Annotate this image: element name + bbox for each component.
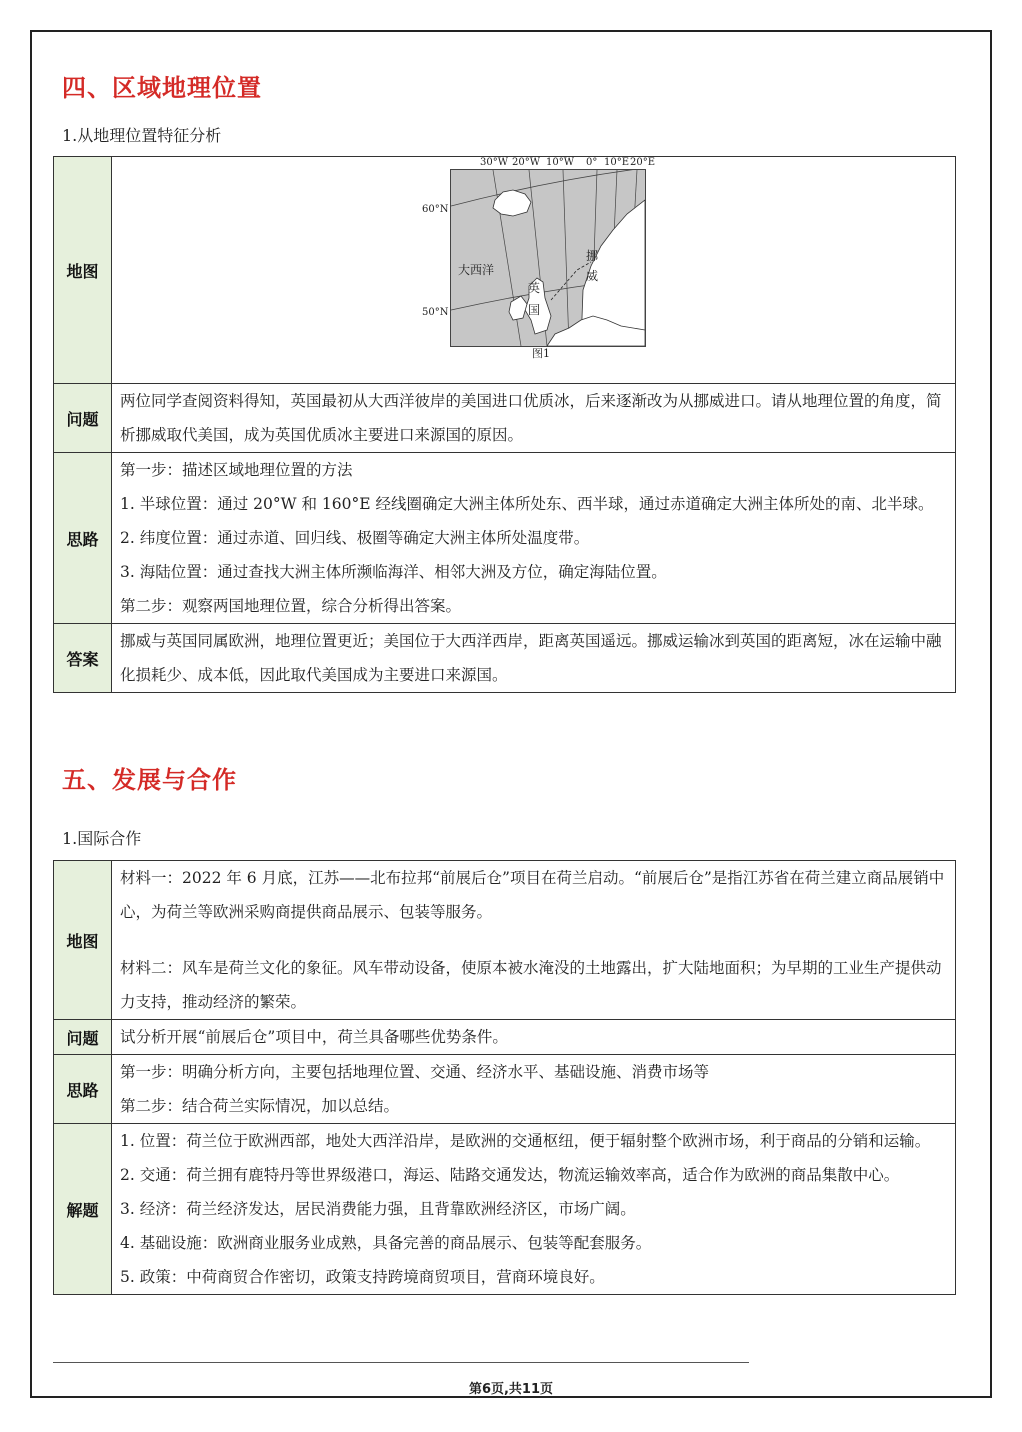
map-label-uk: 英 xyxy=(528,281,541,295)
table-row xyxy=(54,1055,956,1124)
approach-cell xyxy=(112,1055,956,1124)
cooperation-table xyxy=(53,860,956,1295)
map-graphic xyxy=(451,170,645,346)
lon-label: 20°E xyxy=(630,157,656,168)
row-label-map: 地图 xyxy=(54,157,112,384)
approach-line: 第二步：观察两国地理位置，综合分析得出答案。 xyxy=(120,597,462,615)
approach-cell xyxy=(112,453,956,624)
section-heading-location: 四、区域地理位置 xyxy=(62,74,262,102)
map-label-uk: 国 xyxy=(528,303,541,317)
map-label-atlantic: 大西洋 xyxy=(458,263,495,277)
material-one: 材料一：2022 年 6 月底，江苏——北布拉邦“前展后仓”项目在荷兰启动。“前展后仓”是指江苏省在荷兰建立商品展销中心，为荷兰等欧洲采购商提供商品展示、包装等服务。 xyxy=(120,869,945,921)
materials-cell xyxy=(112,861,956,1020)
solution-line: 3. 经济：荷兰经济发达，居民消费能力强，且背靠欧洲经济区，市场广阔。 xyxy=(120,1200,636,1218)
solution-line: 2. 交通：荷兰拥有鹿特丹等世界级港口，海运、陆路交通发达，物流运输效率高，适合作为欧洲的商品集散中心。 xyxy=(120,1166,900,1184)
approach-line: 第二步：结合荷兰实际情况，加以总结。 xyxy=(120,1097,400,1115)
table-row xyxy=(54,861,956,1020)
location-analysis-table xyxy=(53,156,956,693)
table-row xyxy=(54,1124,956,1295)
approach-line: 3. 海陆位置：通过查找大洲主体所濒临海洋、相邻大洲及方位，确定海陆位置。 xyxy=(120,563,667,581)
question-text: 试分析开展“前展后仓”项目中，荷兰具备哪些优势条件。 xyxy=(112,1020,956,1055)
table-row xyxy=(54,453,956,624)
table-row xyxy=(54,384,956,453)
row-label-solution: 解题 xyxy=(54,1124,112,1295)
lon-label: 0° xyxy=(586,157,598,168)
map-caption: 图1 xyxy=(532,347,550,360)
solution-cell xyxy=(112,1124,956,1295)
table-row xyxy=(54,1020,956,1055)
approach-line: 第一步：描述区域地理位置的方法 xyxy=(120,461,353,479)
europe-map xyxy=(450,169,646,347)
lon-label: 10°W xyxy=(546,157,575,168)
lon-label: 10°E xyxy=(604,157,630,168)
subheading-international-cooperation: 1.国际合作 xyxy=(62,829,142,848)
solution-line: 1. 位置：荷兰位于欧洲西部，地处大西洋沿岸，是欧洲的交通枢纽，便于辐射整个欧洲市场，利于商品的分销和运输。 xyxy=(120,1132,931,1150)
approach-line: 1. 半球位置：通过 20°W 和 160°E 经线圈确定大洲主体所处东、西半球，通过赤道确定大洲主体所处的南、北半球。 xyxy=(120,495,934,513)
map-label-norway: 挪 xyxy=(586,249,599,263)
lat-label: 60°N xyxy=(422,204,449,215)
row-label-approach: 思路 xyxy=(54,453,112,624)
footer-divider xyxy=(53,1362,749,1363)
row-label-map: 地图 xyxy=(54,861,112,1020)
lat-label: 50°N xyxy=(422,307,449,318)
row-label-question: 问题 xyxy=(54,1020,112,1055)
approach-line: 2. 纬度位置：通过赤道、回归线、极圈等确定大洲主体所处温度带。 xyxy=(120,529,590,547)
solution-line: 5. 政策：中荷商贸合作密切，政策支持跨境商贸项目，营商环境良好。 xyxy=(120,1268,605,1286)
lon-label: 30°W xyxy=(480,157,509,168)
solution-line: 4. 基础设施：欧洲商业服务业成熟，具备完善的商品展示、包装等配套服务。 xyxy=(120,1234,652,1252)
section-heading-cooperation: 五、发展与合作 xyxy=(62,766,237,794)
question-text: 两位同学查阅资料得知，英国最初从大西洋彼岸的美国进口优质冰，后来逐渐改为从挪威进口。请从地理位置的角度，简析挪威取代美国，成为英国优质冰主要进口来源国的原因。 xyxy=(112,384,956,453)
row-label-approach: 思路 xyxy=(54,1055,112,1124)
map-label-norway: 威 xyxy=(586,269,599,283)
page-number: 第6页,共11页 xyxy=(468,1382,554,1397)
table-row xyxy=(54,157,956,384)
table-row xyxy=(54,624,956,693)
subheading-location-analysis: 1.从地理位置特征分析 xyxy=(62,126,222,145)
lon-label: 20°W xyxy=(512,157,541,168)
row-label-question: 问题 xyxy=(54,384,112,453)
approach-line: 第一步：明确分析方向，主要包括地理位置、交通、经济水平、基础设施、消费市场等 xyxy=(120,1063,710,1081)
material-two: 材料二：风车是荷兰文化的象征。风车带动设备，使原本被水淹没的土地露出，扩大陆地面积；为早期的工业生产提供动力支持，推动经济的繁荣。 xyxy=(120,959,942,1011)
row-label-answer: 答案 xyxy=(54,624,112,693)
map-cell xyxy=(112,157,956,384)
answer-text: 挪威与英国同属欧洲，地理位置更近；美国位于大西洋西岸，距离英国遥远。挪威运输冰到英国的距离短，冰在运输中融化损耗少、成本低，因此取代美国成为主要进口来源国。 xyxy=(112,624,956,693)
